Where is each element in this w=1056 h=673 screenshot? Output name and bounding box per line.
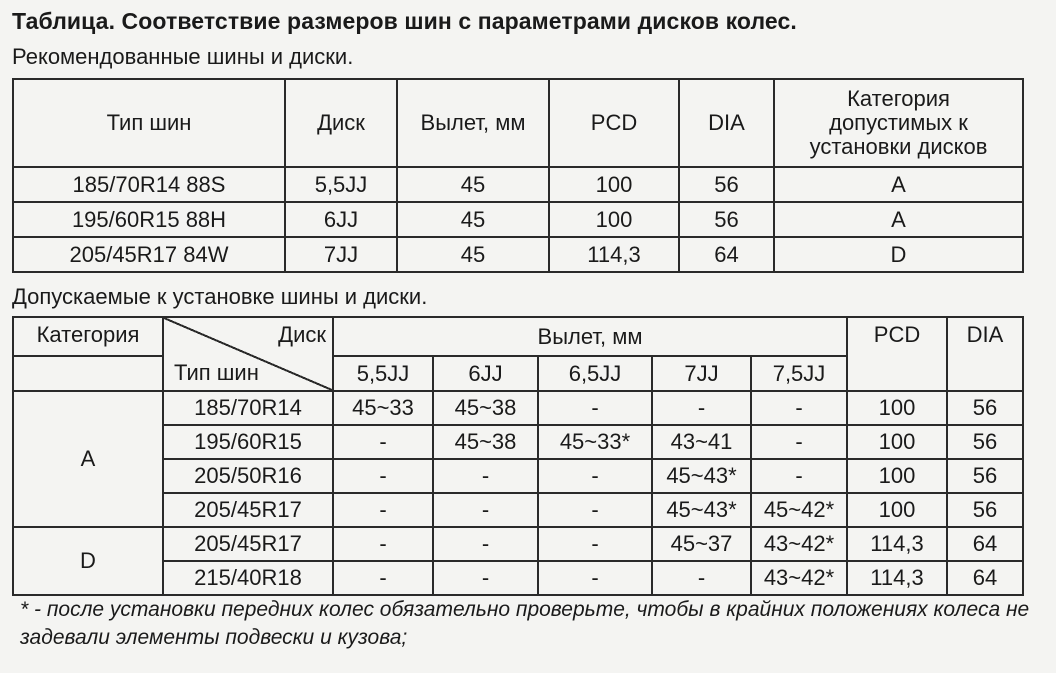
cell-dia: 56 [679,202,774,237]
header-offset: Вылет, мм [397,79,549,167]
page-title: Таблица. Соответствие размеров шин с параметрами дисков колес. [12,8,797,34]
cell-tire: 205/45R17 [163,493,333,527]
cell-offset: - [538,459,652,493]
cell-pcd: 114,3 [549,237,679,272]
recommended-caption: Рекомендованные шины и диски. [12,44,354,69]
header-pcd: PCD [549,79,679,167]
table-row [13,425,1023,459]
header-disk-size: 7JJ [652,356,751,391]
cell-tire: 195/60R15 [163,425,333,459]
allowed-table [12,316,1024,596]
cell-category: A [774,202,1023,237]
cell-category: D [13,527,163,595]
cell-offset: - [751,425,847,459]
cell-tire: 215/40R18 [163,561,333,595]
cell-pcd: 100 [847,459,947,493]
cell-offset: 45~38 [433,425,538,459]
table-row [13,527,1023,561]
cell-offset: - [433,493,538,527]
header-disk: Диск [285,79,397,167]
cell-offset: - [751,459,847,493]
cell-offset: - [333,425,433,459]
cell-offset: 45~42* [751,493,847,527]
header-dia: DIA [679,79,774,167]
cell-offset: 45~33* [538,425,652,459]
cell-offset: 45~33 [333,391,433,425]
cell-disk: 5,5JJ [285,167,397,202]
cell-pcd: 100 [549,167,679,202]
cell-offset: - [652,561,751,595]
cell-offset: - [333,527,433,561]
cell-dia: 56 [947,493,1023,527]
cell-offset: - [751,391,847,425]
cell-offset: 45 [397,202,549,237]
cell-pcd: 100 [847,391,947,425]
header-category-text: Категория допустимых к установки дисков [809,86,988,159]
cell-offset: - [433,527,538,561]
cell-tire: 205/45R17 [163,527,333,561]
allowed-caption: Допускаемые к установке шины и диски. [12,284,428,309]
cell-offset: - [538,493,652,527]
cell-offset: - [538,527,652,561]
table-row [13,202,1023,237]
cell-pcd: 114,3 [847,527,947,561]
cell-tire: 185/70R14 [163,391,333,425]
table-row [13,167,1023,202]
cell-dia: 64 [947,561,1023,595]
cell-pcd: 114,3 [847,561,947,595]
header-offset-group: Вылет, мм [333,317,847,356]
cell-pcd: 100 [549,202,679,237]
cell-offset: 45~37 [652,527,751,561]
header-dia: DIA [947,317,1023,391]
cell-offset: - [538,391,652,425]
cell-tire: 185/70R14 88S [13,167,285,202]
cell-offset: - [333,459,433,493]
cell-offset: - [433,459,538,493]
cell-offset: - [652,391,751,425]
cell-category: D [774,237,1023,272]
header-disk-size: 5,5JJ [333,356,433,391]
cell-tire: 195/60R15 88H [13,202,285,237]
cell-dia: 64 [679,237,774,272]
cell-offset: 45 [397,237,549,272]
recommended-header-row [13,79,1023,167]
header-disk-size: 6,5JJ [538,356,652,391]
cell-category: A [13,391,163,527]
header-tire-label: Тип шин [174,360,259,385]
cell-dia: 56 [947,459,1023,493]
table-row [13,459,1023,493]
cell-disk: 6JJ [285,202,397,237]
cell-tire: 205/45R17 84W [13,237,285,272]
header-disk-size: 7,5JJ [751,356,847,391]
allowed-header-row-1 [13,317,1023,356]
table-row [13,391,1023,425]
table-row [13,493,1023,527]
header-category [774,79,1023,167]
cell-offset: - [433,561,538,595]
cell-offset: - [538,561,652,595]
header-pcd: PCD [847,317,947,391]
cell-dia: 56 [947,425,1023,459]
cell-offset: 45 [397,167,549,202]
footnote: * - после установки передних колес обязательно проверьте, чтобы в крайних положениях колеса не задевали элементы подвески и кузова; [20,598,1030,649]
header-tire-type: Тип шин [13,79,285,167]
cell-offset: - [333,561,433,595]
cell-dia: 64 [947,527,1023,561]
cell-pcd: 100 [847,493,947,527]
cell-offset: 43~41 [652,425,751,459]
cell-offset: - [333,493,433,527]
cell-dia: 56 [679,167,774,202]
header-diagonal-cell [163,317,333,391]
cell-offset: 43~42* [751,527,847,561]
cell-pcd: 100 [847,425,947,459]
cell-category: A [774,167,1023,202]
header-disk-size: 6JJ [433,356,538,391]
header-disk-label: Диск [278,322,326,347]
cell-tire: 205/50R16 [163,459,333,493]
header-category-label: Категория [13,317,163,356]
cell-offset: 45~38 [433,391,538,425]
cell-offset: 43~42* [751,561,847,595]
recommended-table [12,78,1024,273]
cell-dia: 56 [947,391,1023,425]
table-row [13,561,1023,595]
table-row [13,237,1023,272]
cell-offset: 45~43* [652,493,751,527]
cell-disk: 7JJ [285,237,397,272]
header-category-spacer [13,356,163,391]
cell-offset: 45~43* [652,459,751,493]
